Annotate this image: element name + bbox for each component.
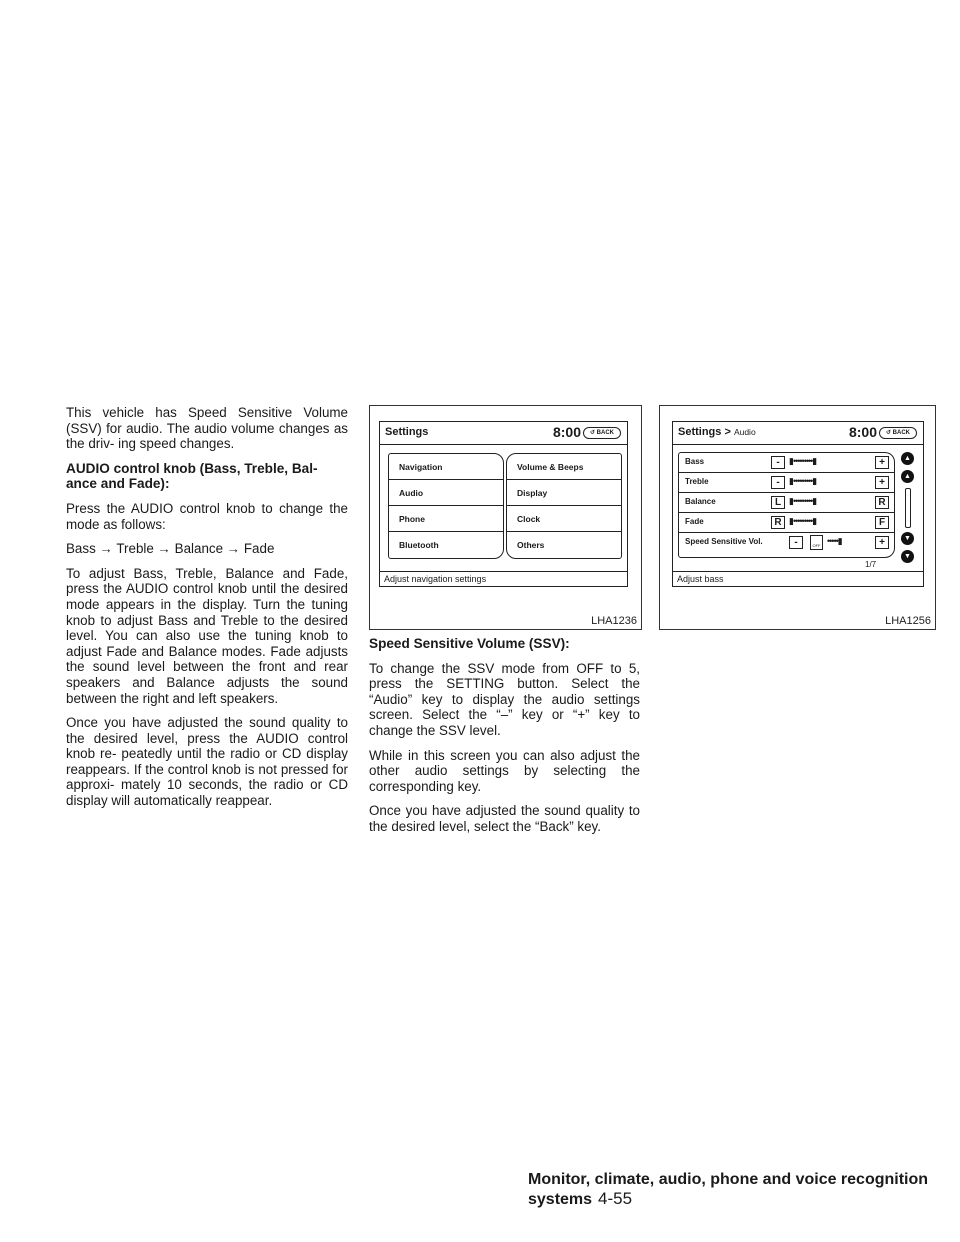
screen-footer: Adjust bass — [673, 571, 923, 586]
menu-item-display[interactable]: Display — [507, 480, 621, 506]
menu-item-bluetooth[interactable]: Bluetooth — [399, 540, 439, 550]
treble-minus-button[interactable]: - — [771, 476, 785, 489]
adjust-paragraph: To adjust Bass, Treble, Balance and Fade, press the AUDIO control knob until the desired mode appears in the display. Turn the tuning knob to adjust Bass and Treble to the desired level. You can also use the tuning knob to adjust Fade and Balance modes. Fade adjusts the sound level between the front and rear speakers and Balance adjusts the sound between the right and left speakers. — [66, 565, 348, 706]
treble-plus-button[interactable]: + — [875, 476, 889, 489]
audio-knob-heading: AUDIO control knob (Bass, Treble, Bal- ance and Fade): — [66, 460, 318, 492]
settings-menu-right — [506, 453, 622, 559]
fade-rear-button[interactable]: R — [771, 516, 785, 529]
bass-plus-button[interactable]: + — [875, 456, 889, 469]
ssv-minus-button[interactable]: - — [789, 536, 803, 549]
left-column — [66, 405, 348, 818]
adjust-row-treble — [679, 473, 894, 493]
adjust-row-bass — [679, 453, 894, 473]
page-footer — [528, 1171, 960, 1209]
figure-label: LHA1256 — [885, 615, 931, 627]
ssv-off-badge: OFF — [810, 535, 823, 550]
mode-intro-paragraph: Press the AUDIO control knob to change the mode as follows: — [66, 500, 348, 532]
menu-item-clock[interactable]: Clock — [507, 506, 621, 532]
settings-menu-left — [388, 453, 504, 559]
back-label: BACK — [596, 430, 615, 436]
level-indicator: ▮•••••••••▮ — [789, 496, 817, 506]
scroll-down-icon[interactable]: ▼ — [901, 532, 914, 545]
menu-item-audio[interactable]: Audio — [389, 480, 503, 506]
screen-title — [678, 426, 756, 438]
row-label: Balance — [685, 497, 716, 506]
level-indicator: ▮•••••••••▮ — [789, 456, 817, 466]
scrollbar[interactable] — [905, 488, 911, 528]
ssv-plus-button[interactable]: + — [875, 536, 889, 549]
adjust-row-fade — [679, 513, 894, 533]
return-paragraph: Once you have adjusted the sound quality to the desired level, press the AUDIO control knob re- peatedly until the radio or CD display reappears. If the control knob is not pressed for approxi- mately 10 seconds, the radio or CD display will automatically reappear. — [66, 715, 348, 809]
bass-minus-button[interactable]: - — [771, 456, 785, 469]
other-settings-paragraph: While in this screen you can also adjust the other audio settings by selecting the corresponding key. — [369, 747, 640, 794]
screen-header — [380, 422, 627, 445]
audio-adjust-list — [678, 452, 895, 558]
scroll-up-icon[interactable]: ▲ — [901, 470, 914, 483]
back-button[interactable]: ↺ BACK — [583, 427, 621, 439]
ssv-change-paragraph: To change the SSV mode from OFF to 5, press the SETTING button. Select the “Audio” key to display the audio settings screen. Select the “–” key or “+” key to change the SSV level. — [369, 660, 640, 738]
level-indicator: ▮•••••••••▮ — [789, 476, 817, 486]
screen-title: Settings — [385, 426, 429, 438]
row-label: Treble — [685, 477, 709, 486]
balance-left-button[interactable]: L — [771, 496, 785, 509]
row-label: Fade — [685, 517, 704, 526]
clock-time: 8:00 — [552, 424, 581, 440]
scroll-controls — [899, 452, 919, 564]
row-label: Speed Sensitive Vol. — [685, 537, 763, 546]
back-label: BACK — [892, 430, 911, 436]
back-key-paragraph: Once you have adjusted the sound quality to the desired level, select the “Back” key. — [369, 803, 640, 834]
menu-item-others[interactable]: Others — [517, 540, 545, 550]
balance-right-button[interactable]: R — [875, 496, 889, 509]
adjust-row-ssv — [679, 533, 894, 552]
menu-item-navigation[interactable]: Navigation — [389, 454, 503, 480]
section-title: Monitor, climate, audio, phone and voice recognition systems — [528, 1171, 929, 1208]
screen-header — [673, 422, 923, 445]
back-button[interactable]: ↺ BACK — [879, 427, 917, 439]
level-indicator: ▮•••••••••▮ — [789, 516, 817, 526]
page-number: 4-55 — [598, 1189, 633, 1208]
page-indicator: 1/7 — [865, 560, 877, 569]
ssv-intro-paragraph: This vehicle has Speed Sensitive Volume (SSV) for audio. The audio volume changes as the driv- ing speed changes. — [66, 405, 348, 452]
scroll-top-icon[interactable]: ▲ — [901, 452, 914, 465]
scroll-bottom-icon[interactable]: ▼ — [901, 550, 914, 563]
settings-screen — [379, 421, 628, 587]
screen-subtitle: Audio — [733, 427, 756, 437]
adjust-row-balance — [679, 493, 894, 513]
screen-footer: Adjust navigation settings — [380, 571, 627, 586]
mode-sequence: Bass → Treble → Balance → Fade — [66, 541, 275, 557]
clock-time: 8:00 — [848, 424, 877, 440]
audio-settings-screen — [672, 421, 924, 587]
middle-column — [369, 636, 640, 844]
level-indicator: •••••▮ — [827, 536, 842, 546]
screen-title-main: Settings > — [678, 426, 731, 438]
figure-label: LHA1236 — [591, 615, 637, 627]
menu-item-phone[interactable]: Phone — [389, 506, 503, 532]
row-label: Bass — [685, 457, 705, 466]
menu-item-volume-beeps[interactable]: Volume & Beeps — [507, 454, 621, 480]
settings-screen-figure — [369, 405, 642, 630]
fade-front-button[interactable]: F — [875, 516, 889, 529]
ssv-heading: Speed Sensitive Volume (SSV): — [369, 636, 570, 651]
audio-settings-figure — [659, 405, 936, 630]
